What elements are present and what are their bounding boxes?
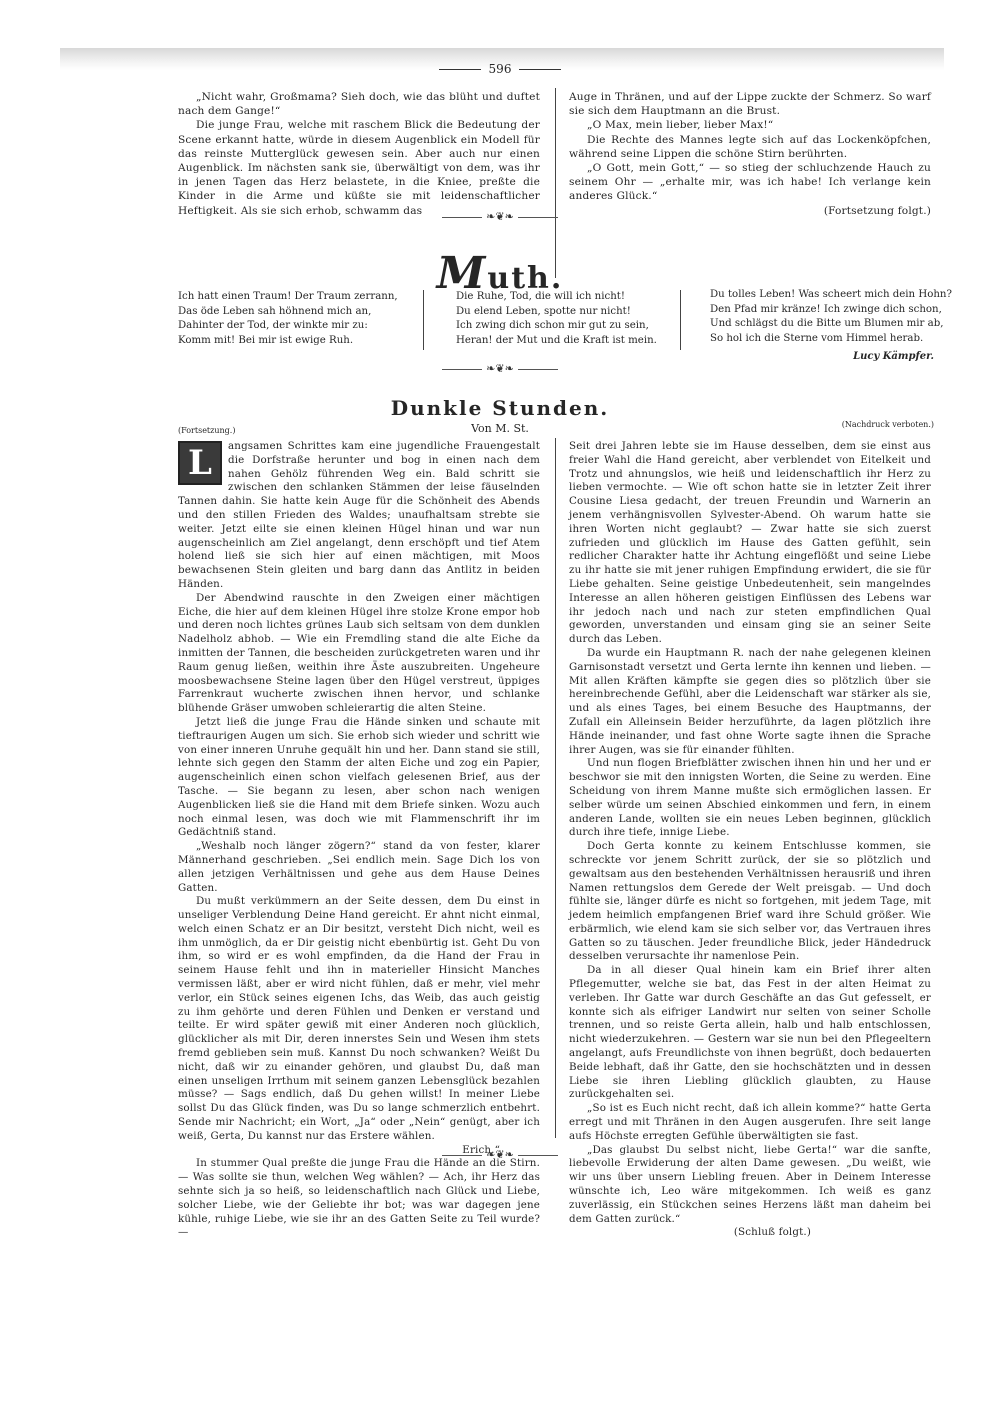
ornament-line — [442, 369, 482, 370]
top-continuation-note: (Fortsetzung folgt.) — [823, 204, 931, 217]
story-right-paragraph: Doch Gerta konnte zu keinem Entschlusse kommen, sie schreckte vor jenem Schritt zurück, der sie so plötzlich und gewaltsam aus den bestehenden Verhältnissen herausriß und ihren Namen rettungslos dem Gerede der Welt preisgab. — Und doch fühlte sie, länger dürfe es nicht so fortgehen, mit jedem Tage, mit jedem heimlich empfangenen Brief ward ihre Schuld größer. Wie erbärmlich, wie elend kam sie sich selber vor, das Vertrauen ihres Gatten so zu täuschen. Jeder freundliche Blick, jeder Händedruck desselben verursachte ihr namenlose Pein. — [569, 840, 932, 963]
letter-signature: Erich.“ — [462, 1143, 500, 1156]
story-right-paragraph: „So ist es Euch nicht recht, daß ich allein komme?“ hatte Gerta erregt und mit Thränen in den Augen ausgerufen. Ihre seit lange aufs Höchste erregten Gefühle überwältigten sie fast. — [569, 1102, 931, 1142]
story-note-right: (Nachdruck verboten.) — [841, 420, 934, 429]
top-right-paragraph: Auge in Thränen, und auf der Lippe zuckte der Schmerz. So warf sie sich dem Hauptmann an die Brust. — [569, 91, 931, 118]
top-right-paragraph: Die Rechte des Mannes legte sich auf das Lockenköpfchen, während seine Lippen die schöne Stirn berührten. — [569, 133, 931, 160]
page-number-text: 596 — [488, 62, 512, 76]
section-ornament — [0, 362, 1000, 375]
poem-title-rest: uth. — [487, 261, 564, 296]
top-right-paragraph: „O Max, mein lieber, lieber Max!“ — [587, 119, 774, 132]
section-ornament — [0, 210, 1000, 223]
ornament-line — [442, 217, 482, 218]
top-left-column — [178, 90, 540, 218]
story-opening-text: angsamen Schrittes kam eine jugendliche Frauengestalt die Dorfstraße herunter und bog in einen nach dem nahen Gehölz führenden Weg ein. Bald schritt sie zwischen den schlanken Stämmen der leise fäuselnden Tannen dahin. Sie hatte kein Auge für die Schönheit des Abends und den stillen Frieden des Waldes; unaufhaltsam strebte sie weiter. Jetzt eilte sie einen kleinen Hügel hinan und war nun augenscheinlich am Ziel angelangt, denn erschöpft und tief Atem holend ließ sie sich hier auf einen mächtigen, mit Moos bewachsenen Stein gleiten und barg dann das Antlitz in beiden Händen. — [178, 440, 540, 590]
story-title: Dunkle Stunden. — [390, 396, 610, 420]
poem-stanza-1 — [178, 290, 398, 348]
story-right-paragraph: Da wurde ein Hauptmann R. nach der nahe gelegenen kleinen Garnisonstadt versetzt und Gerta lernte ihn kennen und lieben. — Mit allen Kräften kämpfte sie gegen dies so plötzlich über sie hereinbrechende Gefühl, aber die Leidenschaft war stärker als sie, und als eines Tages, bei einem Besuche des Hauptmanns, der Zufall ein Alleinsein Beider herzuführte, da lagen plötzlich ihre Hände ineinander, und fast ohne Worte sagte ihnen die Sprache ihrer Augen, was sie für einander fühlten. — [569, 646, 931, 756]
story-column-divider — [555, 438, 556, 1138]
story-byline: Von M. St. — [471, 422, 529, 435]
top-left-paragraph: „Nicht wahr, Großmama? Sieh doch, wie das blüht und duftet nach dem Gange!“ — [178, 91, 540, 118]
story-left-paragraph: „Weshalb noch länger zögern?“ stand da von fester, klarer Männerhand geschrieben. „Sei endlich mein. Sage Dich los von allen jetzigen Verhältnissen und gehe aus dem Hause Deines Gatten. — [178, 840, 540, 894]
story-left-paragraph: In stummer Qual preßte die junge Frau die Hände an die Stirn. — Was sollte sie thun, welchen Weg wählen? — Ach, ihr Herz das sehnte sich ja so heiß, so leidenschaftlich nach Glück und Liebe, solcher Liebe, wie der Geliebte ihr bot; was war dagegen jene kühle, ruhige Liebe, wie sie ihr an des Gatten Seite zu Teil wurde? — — [178, 1157, 540, 1239]
poem-divider-1 — [423, 290, 424, 350]
story-left-column — [178, 440, 540, 1240]
story-right-paragraph: Da in all dieser Qual hinein kam ein Brief ihrer alten Pflegemutter, welche sie bat, das Fest in der alten Heimat zu verleben. Ihr Gatte war durch Geschäfte an das Gut gefesselt, er konnte sich als eifriger Landwirt nur selten von seiner Scholle trennen, und so reiste Gerta allein, halb und halb entschlossen, nicht wiederzukehren. — Gestern war sie nun bei den Pflegeeltern angelangt, aufs Freundlichste von ihnen begrüßt, doch bedauerten Beide lebhaft, daß ihr Gatte, den sie hochschätzten und in dessen Liebe sie ihren Liebling glücklich glaubten, zu Hause zurückgehalten sei. — [569, 964, 931, 1101]
section-ornament — [0, 1148, 1000, 1161]
ornament-glyph: ❧❦❧ — [486, 362, 514, 375]
poem-line: Komm mit! Bei mir ist ewige Ruh. — [178, 334, 354, 346]
poem-line: Die Ruhe, Tod, die will ich nicht! — [456, 291, 625, 302]
poem-line: Ich zwing dich schon mir gut zu sein, — [456, 320, 649, 331]
page-number — [0, 62, 1000, 76]
story-note-left: (Fortsetzung.) — [178, 426, 236, 435]
ornament-glyph: ❧❦❧ — [486, 1148, 514, 1161]
story-left-paragraph: Du mußt verkümmern an der Seite dessen, dem Du einst in unseliger Verblendung Deine Hand gereicht. Er ahnt nicht einmal, welch einen Schatz er an Dir besitzt, versteht Dich nicht, weil es ihm unmöglich, da er Dir geistig nicht ebenbürtig ist. Geht Du von ihm, so wird er es wohl empfinden, da die Hand der Frau in seinem Hause fehlt und ihn in materieller Hinsicht Manches vermissen läßt, aber er wird nicht fühlen, daß er mehr, viel mehr verlor, ein Stück seines eigenen Ichs, das Weib, das auch geistig zu ihm gehörte und deren Fühlen und Denken er verstand und teilte. Er wird später gewiß mit einer Anderen noch glücklich, glücklicher als mit Dir, deren innerstes Sein und Wesen ihm stets fremd geblieben sein muß. Kannst Du noch schwanken? Weißt Du nicht, daß wir zu einander gehören, und glaubst Du, daß man einen unseligen Irrthum mit seinem ganzen Lebensglück bezahlen müsse? — Sags endlich, daß Du gehen willst! In meiner Liebe sollst Du das Glück finden, was Du so lange schmerzlich entbehrt. Sende mir Nachricht; ein Wort, „Ja“ oder „Nein“ genügt, aber ich weiß, Gerta, Du kannst nur das Erstere wählen. — [178, 895, 540, 1142]
story-opening-paragraph — [178, 440, 540, 592]
story-right-column — [569, 440, 931, 1240]
ornament-line — [518, 369, 558, 370]
poem-title-initial: M — [436, 248, 488, 299]
page-number-rule-right — [519, 69, 561, 70]
poem-line: Den Pfad mir kränze! Ich zwinge dich schon, — [710, 303, 942, 315]
story-right-paragraph: Und nun flogen Briefblätter zwischen ihnen hin und her und er beschwor sie mit den innigsten Worten, die Seine zu werden. Eine Scheidung von ihrem Manne mußte sich ermöglichen lassen. Er selber würde um seinen Abschied einkommen und fern, in einem anderen Lande, wollten sie ein neues Leben beginnen, glücklich durch ihre tiefe, innige Liebe. — [569, 757, 931, 839]
story-right-paragraph: Seit drei Jahren lebte sie im Hause desselben, dem sie einst aus freier Wahl die Hand gereicht, aber verblendet von Eitelkeit und Trotz und ahnungslos, wie heiß und leidenschaftlich ihr Herz zu lieben vermochte. — Wie oft schon hatte sie in letzter Zeit ihrer Cousine Liesa gedacht, der treuen Freundin und Warnerin an jenem verhängnisvollen Sylvester-Abend. Oh warum hatte sie ihren Worten nicht geglaubt? — Zwar hatte sie sich zuerst zufrieden und glücklich im Hause des Gatten gefühlt, sein redlicher Charakter hatte ihr Achtung eingeflößt und seine Liebe zu ihr hatte sie mit jener ruhigen Empfindung erwidert, die sie für Liebe gehalten. Seine geistige Unbedeutenheit, sein mangelndes Interesse an allen höheren geistigen Einflüssen des Lebens war ihr jedoch nach und nach zur steten empfindlichen Qual geworden, unverstanden und einsam ging sie an seiner Seite durch das Leben. — [569, 440, 931, 646]
story-continuation-note: (Schluß folgt.) — [733, 1226, 811, 1239]
dropcap-letter: L — [178, 441, 222, 485]
poem-author: Lucy Kämpfer. — [853, 351, 934, 362]
ornament-line — [518, 1155, 558, 1156]
poem-line: Du elend Leben, spotte nur nicht! — [456, 305, 631, 317]
top-right-paragraph: „O Gott, mein Gott,“ — so stieg der schluchzende Hauch zu seinem Ohr — „erhalte mir, was ich habe! Ich verlange kein anderes Glück.“ — [569, 162, 931, 203]
poem-line: Heran! der Mut und die Kraft ist mein. — [456, 334, 657, 346]
poem-line: Dahinter der Tod, der winkte mir zu: — [178, 320, 368, 331]
poem-line: Und schlägst du die Bitte um Blumen mir ab, — [710, 318, 944, 329]
ornament-line — [518, 217, 558, 218]
poem-line: Das öde Leben sah höhnend mich an, — [178, 305, 372, 317]
ornament-line — [442, 1155, 482, 1156]
story-left-paragraph: Jetzt ließ die junge Frau die Hände sinken und schaute mit tieftraurigen Augen um sich. Sie erhob sich wieder und schritt wie von einer inneren Unruhe gequält hin und her. Dann stand sie still, lehnte sich gegen den Stamm der alten Eiche und zog ein Papier, augenscheinlich einen schon vielfach gelesenen Brief, aus der Tasche. — Sie begann zu lesen, aber schon nach wenigen Augenblicken ließ sie die Hand mit dem Briefe sinken. Wozu auch noch einmal lesen, was doch wie mit Flammenschrift ihr im Gedächtniß stand. — [178, 715, 540, 839]
page-number-rule-left — [439, 69, 481, 70]
poem-stanza-2 — [456, 290, 657, 348]
poem-divider-2 — [680, 290, 681, 350]
top-right-column — [569, 90, 931, 218]
poem-line: So hol ich die Sterne vom Himmel herab. — [710, 332, 924, 344]
poem-line: Ich hatt einen Traum! Der Traum zerrann, — [178, 291, 398, 302]
poem-stanza-3 — [710, 288, 952, 346]
top-left-paragraph: Die junge Frau, welche mit raschem Blick die Bedeutung der Scene erkannt hatte, würde in diesem Augenblick ein Modell für das reinste Mutterglück gewesen sein. Aber auch nur einen Augenblick. Im nächsten sank sie, überwältigt von dem, was ihr in jenen Tagen das Herz belastete, in die Kniee, preßte die Kinder in die Arme und küßte sie mit leidenschaftlicher Heftigkeit. Als sie sich erhob, schwamm das — [178, 119, 540, 217]
story-right-paragraph: „Das glaubst Du selbst nicht, liebe Gerta!“ war die sanfte, liebevolle Erwiderung der alten Dame gewesen. „Du weißt, wie wir uns über unsern Liebling freuen. Aber in Deinem Interesse wünschte ich, Leo wäre mitgekommen. Ich weiß es ganz zuverlässig, ein Stückchen seines Herzens läßt man daheim bei dem Gatten zurück.“ — [569, 1143, 931, 1225]
story-left-paragraph: Der Abendwind rauschte in den Zweigen einer mächtigen Eiche, die hier auf dem kleinen Hügel ihre stolze Krone empor hob und deren noch lichtes grünes Laub sich seltsam von dem dunklen Nadelholz abhob. — Wie ein Fremdling stand die alte Eiche da inmitten der Tannen, die bescheiden zurückgetreten waren und ihr Raum genug ließen, weithin ihre Äste auszubreiten. Ungeheure moosbewachsene Steine lagen über den Hügel verstreut, üppiges Farrenkraut wucherte zwischen ihnen hervor, und schlanke blühende Gräser umwoben schleierartig die alten Steine. — [178, 591, 540, 715]
ornament-glyph: ❧❦❧ — [486, 210, 514, 223]
poem-line: Du tolles Leben! Was scheert mich dein Hohn? — [710, 289, 952, 300]
